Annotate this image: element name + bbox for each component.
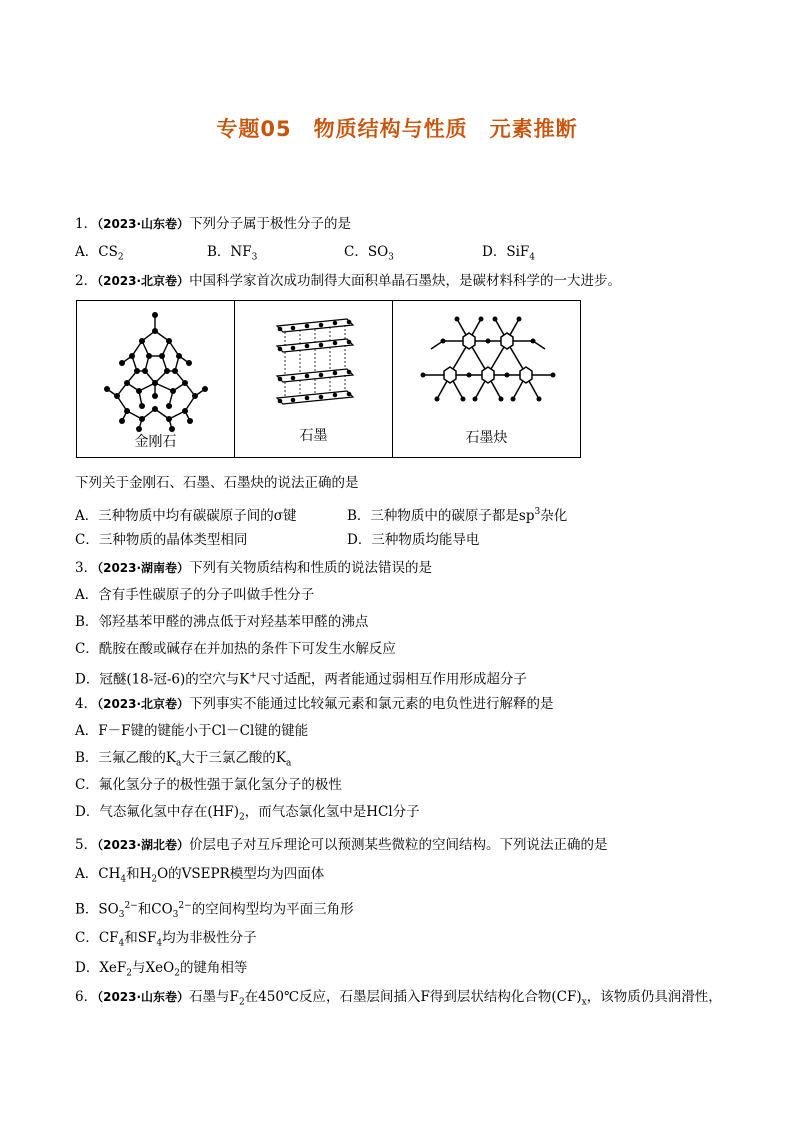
question-source: （2023·山东卷） xyxy=(97,990,190,1004)
option-c: C．三种物质的晶体类型相同 xyxy=(75,532,248,548)
question-source: （2023·山东卷） xyxy=(97,217,190,231)
question-source: （2023·湖北卷） xyxy=(97,838,190,852)
question-3-option-d: D．冠醚(18-冠-6)的空穴与K+尺寸适配，两者能通过弱相互作用形成超分子 xyxy=(75,671,527,688)
question-3-option-c: C．酰胺在酸或碱存在并加热的条件下可发生水解反应 xyxy=(75,641,396,657)
question-4-option-c: C．氟化氢分子的极性强于氯化氢分子的极性 xyxy=(75,777,342,793)
option-b: B．$NF_3$ xyxy=(207,244,258,263)
question-source: （2023·湖南卷） xyxy=(97,561,190,575)
option-d: D．SiF$_4$ xyxy=(482,244,535,263)
question-2-prompt: 下列关于金刚石、石墨、石墨炔的说法正确的是 xyxy=(75,475,359,491)
question-4-option-b: B．三氟乙酸的$K_a$大于三氯乙酸的$K_a$ xyxy=(75,750,292,769)
option-b: B．三种物质中的碳原子都是$sp^3$杂化 xyxy=(347,507,568,524)
question-5-stem: 5．（2023·湖北卷）价层电子对互斥理论可以预测某些微粒的空间结构。下列说法正确的是 xyxy=(75,837,608,853)
label-graphite: 石墨 xyxy=(299,428,328,444)
question-3-stem: 3．（2023·湖南卷）下列有关物质结构和性质的说法错误的是 xyxy=(75,560,433,576)
question-3-option-a: A．含有手性碳原子的分子叫做手性分子 xyxy=(75,587,315,603)
question-2-stem: 2．（2023·北京卷）中国科学家首次成功制得大面积单晶石墨炔，是碳材料科学的一大进步。 xyxy=(75,273,622,289)
question-4-option-a: A．F－F键的键能小于Cl－Cl键的键能 xyxy=(75,723,309,739)
question-4-option-d: D．气态氟化氢中存在$(HF)_2$，而气态氯化氢中是HCl分子 xyxy=(75,804,420,823)
question-5-option-a: A．$CH_4$和$H_2O$的VSEPR模型均为四面体 xyxy=(75,866,325,885)
question-5-option-b: B．$SO_3^{2-}$和$CO_3^{2-}$的空间构型均为平面三角形 xyxy=(75,901,354,921)
option-d: D．三种物质均能导电 xyxy=(347,532,480,548)
figure-graphite xyxy=(235,301,393,457)
label-diamond: 金刚石 xyxy=(134,434,177,450)
question-2-options-row1 xyxy=(75,502,567,526)
question-source: （2023·北京卷） xyxy=(97,274,190,288)
option-c: C．$SO_3$ xyxy=(344,244,394,263)
question-source: （2023·北京卷） xyxy=(97,697,190,711)
question-1-options xyxy=(75,242,535,268)
question-3-option-b: B．邻羟基苯甲醛的沸点低于对羟基苯甲醛的沸点 xyxy=(75,614,369,630)
label-graphdiyne: 石墨炔 xyxy=(465,430,508,446)
figure-diamond xyxy=(77,301,235,457)
question-6-stem: 6．（2023·山东卷）石墨与$F_2$在450℃反应，石墨层间插入F得到层状结构化合物$(CF)_x$，该物质仍具润滑性， xyxy=(75,989,722,1008)
carbon-structures-figure xyxy=(76,300,581,458)
option-a: A．$CS_2$ xyxy=(75,244,124,263)
question-4-stem: 4．（2023·北京卷）下列事实不能通过比较氟元素和氯元素的电负性进行解释的是 xyxy=(75,696,554,712)
question-5-option-c: C．$CF_4$和$SF_4$均为非极性分子 xyxy=(75,930,257,949)
page-title: 专题05 物质结构与性质 元素推断 xyxy=(216,117,578,141)
option-a: A．三种物质中均有碳碳原子间的σ键 xyxy=(75,507,297,524)
question-5-option-d: D．XeF$_2$与XeO$_2$的键角相等 xyxy=(75,960,248,979)
figure-graphdiyne xyxy=(393,301,580,457)
question-2-options-row2 xyxy=(75,530,479,550)
question-1-stem: 1．（2023·山东卷）下列分子属于极性分子的是 xyxy=(75,216,352,232)
